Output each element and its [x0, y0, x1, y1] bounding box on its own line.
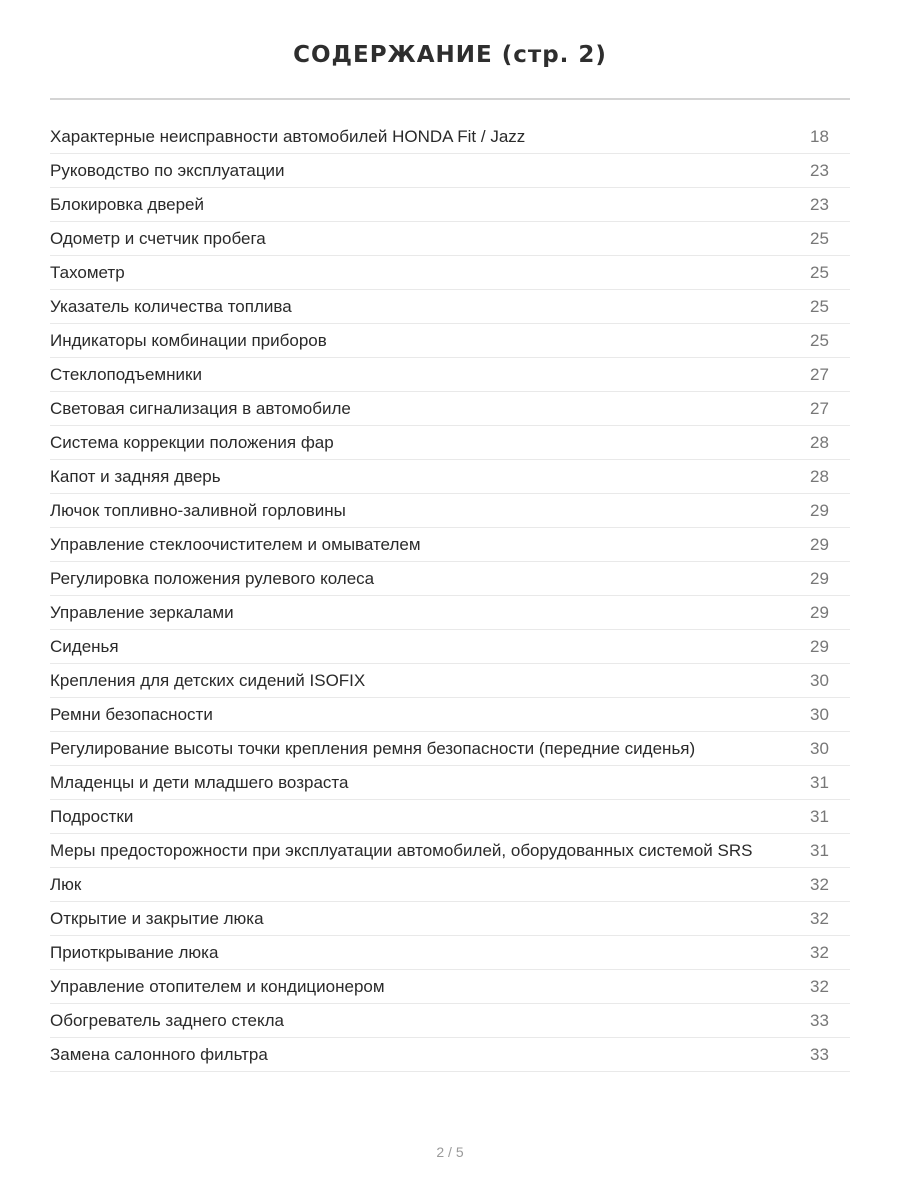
toc-entry-title: Система коррекции положения фар	[50, 433, 334, 452]
toc-entry-page-number: 30	[810, 671, 829, 690]
toc-entry-page-number: 33	[810, 1045, 829, 1064]
toc-entry-title: Люк	[50, 875, 82, 894]
toc-entry-title: Одометр и счетчик пробега	[50, 229, 266, 248]
toc-entry-page-number: 32	[810, 977, 829, 996]
toc-entry[interactable]	[50, 596, 850, 630]
toc-entry[interactable]	[50, 528, 850, 562]
page-title: СОДЕРЖАНИЕ (стр. 2)	[293, 42, 607, 68]
toc-entry-page-number: 28	[810, 467, 829, 486]
toc-entry-title: Лючок топливно-заливной горловины	[50, 501, 346, 520]
toc-entry-title: Сиденья	[50, 637, 119, 656]
toc-entry-title: Приоткрывание люка	[50, 943, 219, 962]
toc-entry-page-number: 32	[810, 909, 829, 928]
toc-entry-title: Указатель количества топлива	[50, 297, 292, 316]
toc-entry-title: Обогреватель заднего стекла	[50, 1011, 284, 1030]
toc-entry[interactable]	[50, 834, 850, 868]
toc-entry-page-number: 31	[810, 841, 829, 860]
toc-entry[interactable]	[50, 358, 850, 392]
toc-entry-title: Управление отопителем и кондиционером	[50, 977, 385, 996]
toc-entry-title: Стеклоподъемники	[50, 365, 202, 384]
toc-entry-title: Регулировка положения рулевого колеса	[50, 569, 375, 588]
toc-entry-page-number: 32	[810, 875, 829, 894]
toc-entry-page-number: 25	[810, 229, 829, 248]
toc-entry-title: Управление стеклоочистителем и омывателем	[50, 535, 421, 554]
toc-entry-page-number: 23	[810, 195, 829, 214]
toc-entry-title: Блокировка дверей	[50, 195, 205, 214]
toc-entry-title: Замена салонного фильтра	[50, 1045, 268, 1064]
toc-entry-title: Младенцы и дети младшего возраста	[50, 773, 349, 792]
toc-entry-page-number: 25	[810, 331, 829, 350]
toc-entry-title: Световая сигнализация в автомобиле	[50, 399, 351, 418]
toc-entry-page-number: 32	[810, 943, 829, 962]
toc-entry-title: Управление зеркалами	[50, 603, 234, 622]
toc-entry[interactable]	[50, 1004, 850, 1038]
toc-entry[interactable]	[50, 970, 850, 1004]
toc-entry[interactable]	[50, 562, 850, 596]
toc-entry[interactable]	[50, 664, 850, 698]
toc-entry[interactable]	[50, 902, 850, 936]
toc-entry-page-number: 23	[810, 161, 829, 180]
toc-entry[interactable]	[50, 698, 850, 732]
toc-entry[interactable]	[50, 426, 850, 460]
toc-entry-title: Регулирование высоты точки крепления ремня безопасности (передние сиденья)	[50, 739, 696, 758]
toc-entry-page-number: 31	[810, 773, 829, 792]
toc-entry[interactable]	[50, 732, 850, 766]
toc-entry-title: Характерные неисправности автомобилей HONDA Fit / Jazz	[50, 127, 526, 146]
toc-entry-page-number: 30	[810, 739, 829, 758]
toc-entry-page-number: 29	[810, 501, 829, 520]
toc-entry[interactable]	[50, 154, 850, 188]
toc-entry[interactable]	[50, 460, 850, 494]
toc-entry-title: Индикаторы комбинации приборов	[50, 331, 327, 350]
toc-entry-page-number: 33	[810, 1011, 829, 1030]
toc-entry[interactable]	[50, 800, 850, 834]
toc-entry[interactable]	[50, 290, 850, 324]
toc-entry[interactable]	[50, 630, 850, 664]
toc-entry-page-number: 29	[810, 637, 829, 656]
toc-entry[interactable]	[50, 494, 850, 528]
toc-entry-page-number: 25	[810, 297, 829, 316]
title-divider	[50, 98, 850, 100]
toc-entry-page-number: 28	[810, 433, 829, 452]
toc-entry-page-number: 18	[810, 127, 829, 146]
toc-entry[interactable]	[50, 120, 850, 154]
toc-entry-page-number: 25	[810, 263, 829, 282]
toc-entry-title: Меры предосторожности при эксплуатации автомобилей, оборудованных системой SRS	[50, 841, 753, 860]
toc-entry[interactable]	[50, 392, 850, 426]
toc-entry-page-number: 29	[810, 603, 829, 622]
page-indicator: 2 / 5	[436, 1144, 464, 1160]
toc-entry-page-number: 29	[810, 569, 829, 588]
toc-entry-page-number: 27	[810, 399, 829, 418]
toc-entry[interactable]	[50, 1038, 850, 1072]
toc-entry-title: Тахометр	[50, 263, 125, 282]
toc-entry[interactable]	[50, 868, 850, 902]
toc-entry-page-number: 29	[810, 535, 829, 554]
toc-entry-page-number: 31	[810, 807, 829, 826]
toc-entry-title: Открытие и закрытие люка	[50, 909, 264, 928]
toc-entry[interactable]	[50, 188, 850, 222]
toc-entry[interactable]	[50, 936, 850, 970]
toc-entry-page-number: 27	[810, 365, 829, 384]
toc-entry-title: Капот и задняя дверь	[50, 467, 221, 486]
table-of-contents	[50, 120, 850, 1072]
toc-entry-title: Руководство по эксплуатации	[50, 161, 285, 180]
toc-entry[interactable]	[50, 766, 850, 800]
toc-entry-page-number: 30	[810, 705, 829, 724]
toc-entry[interactable]	[50, 222, 850, 256]
toc-entry-title: Подростки	[50, 807, 134, 826]
toc-entry[interactable]	[50, 256, 850, 290]
toc-entry[interactable]	[50, 324, 850, 358]
toc-entry-title: Крепления для детских сидений ISOFIX	[50, 671, 366, 690]
toc-entry-title: Ремни безопасности	[50, 705, 213, 724]
